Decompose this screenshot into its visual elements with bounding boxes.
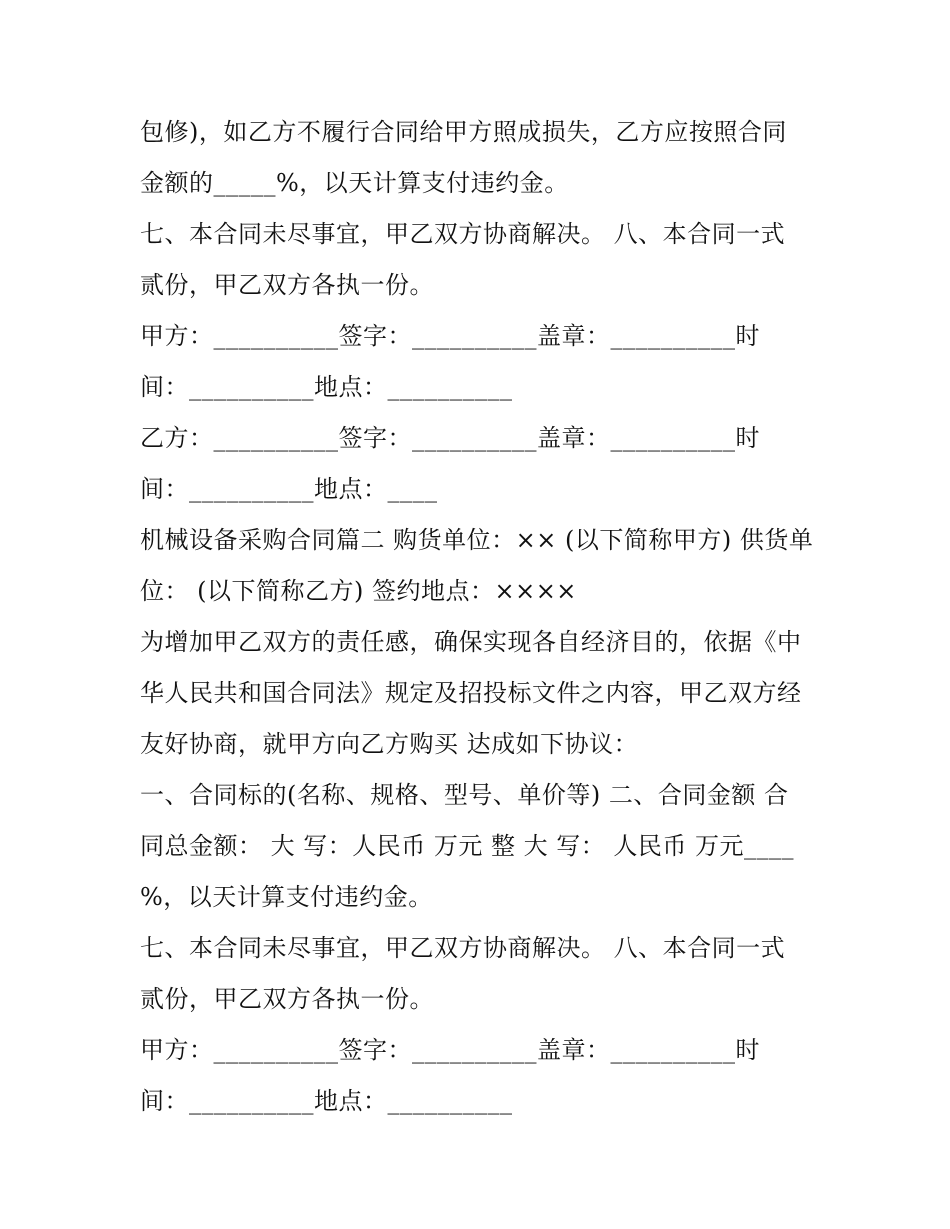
signature-line-party-a-time: 间：__________地点：__________ <box>140 373 513 401</box>
text-line: 华人民共和国合同法》规定及招投标文件之内容，甲乙双方经 <box>140 679 802 707</box>
signature-line-party-a: 甲方：__________签字：__________盖章：__________时 <box>140 1036 760 1064</box>
text-line: 友好协商，就甲方向乙方购买 达成如下协议： <box>140 730 639 758</box>
text-line: 七、本合同未尽事宜，甲乙双方协商解决。 八、本合同一式 <box>140 934 786 962</box>
text-line: 包修)，如乙方不履行合同给甲方照成损失，乙方应按照合同 <box>140 118 787 146</box>
text-line: 金额的_____%，以天计算支付违约金。 <box>140 169 569 197</box>
signature-line-party-a: 甲方：__________签字：__________盖章：__________时 <box>140 322 760 350</box>
text-line: 贰份，甲乙双方各执一份。 <box>140 985 434 1013</box>
signature-line-party-a-time: 间：__________地点：__________ <box>140 1087 513 1115</box>
text-line: 一、合同标的(名称、规格、型号、单价等) 二、合同金额 合 <box>140 781 789 809</box>
text-line: %，以天计算支付违约金。 <box>140 883 433 911</box>
text-line: 机械设备采购合同篇二 购货单位：×× (以下简称甲方) 供货单 <box>140 526 814 554</box>
text-line: 为增加甲乙双方的责任感，确保实现各自经济目的，依据《中 <box>140 628 802 656</box>
signature-line-party-b: 乙方：__________签字：__________盖章：__________时 <box>140 424 760 452</box>
text-line: 位： (以下简称乙方) 签约地点：×××× <box>140 577 577 605</box>
text-line: 七、本合同未尽事宜，甲乙双方协商解决。 八、本合同一式 <box>140 220 786 248</box>
text-line: 贰份，甲乙双方各执一份。 <box>140 271 434 299</box>
text-line: 同总金额： 大 写：人民币 万元 整 大 写： 人民币 万元____ <box>140 832 795 860</box>
document-body <box>140 107 830 1127</box>
signature-line-party-b-time: 间：__________地点：____ <box>140 475 438 503</box>
